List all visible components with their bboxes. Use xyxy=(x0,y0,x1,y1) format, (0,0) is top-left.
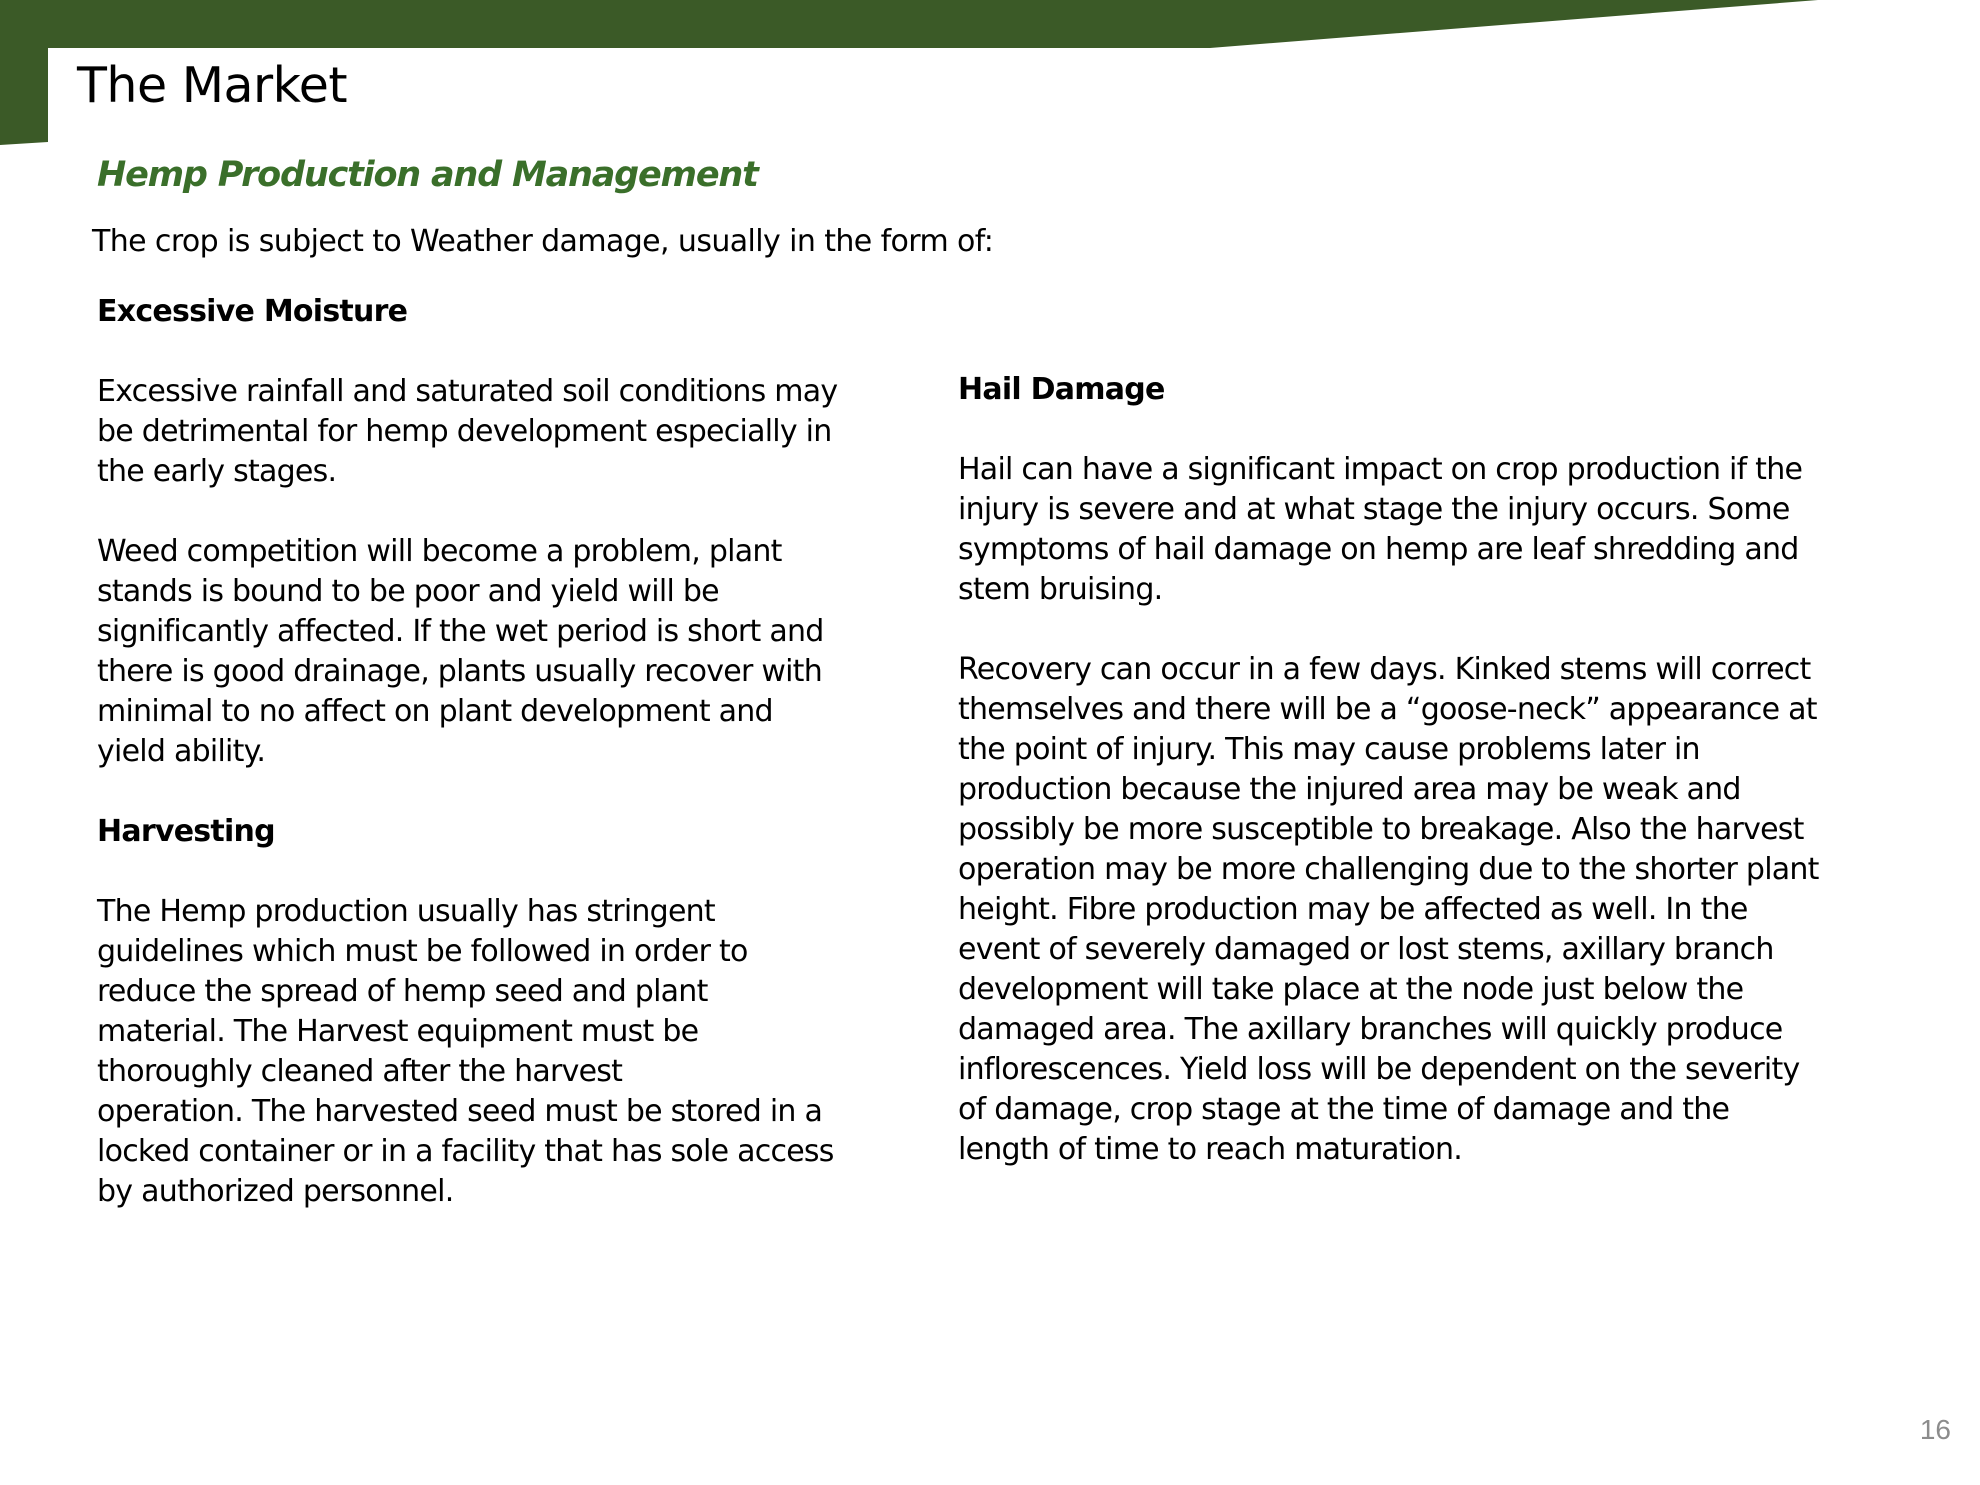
excessive-moisture-paragraph-1: Excessive rainfall and saturated soil conditions may be detrimental for hemp development especially in the early stages. xyxy=(97,374,838,489)
intro-text: The crop is subject to Weather damage, usually in the form of: xyxy=(92,224,994,259)
slide-title: The Market xyxy=(77,57,348,114)
hail-damage-heading: Hail Damage xyxy=(958,372,1165,407)
excessive-moisture-heading: Excessive Moisture xyxy=(97,294,408,329)
hail-damage-paragraph-1: Hail can have a significant impact on crop production if the injury is severe and at what stage the injury occurs. Some symptoms of hail damage on hemp are leaf shredding and stem bruising. xyxy=(958,452,1803,607)
harvesting-paragraph: The Hemp production usually has stringent guidelines which must be followed in order to reduce the spread of hemp seed and plant material. The Harvest equipment must be thoroughly cleaned after the harvest operation. The harvested seed must be stored in a locked container or in a facility that has sole access by authorized personnel. xyxy=(97,894,834,1209)
left-column xyxy=(97,292,897,1212)
hail-damage-paragraph-2: Recovery can occur in a few days. Kinked stems will correct themselves and there will be a “goose-neck” appearance at the point of injury. This may cause problems later in production because the injured area may be weak and possibly be more susceptible to breakage. Also the harvest operation may be more challenging due to the shorter plant height. Fibre production may be affected as well. In the event of severely damaged or lost stems, axillary branch development will take place at the node just below the damaged area. The axillary branches will quickly produce inflorescences. Yield loss will be dependent on the severity of damage, crop stage at the time of damage and the length of time to reach maturation. xyxy=(958,652,1819,1167)
harvesting-heading: Harvesting xyxy=(97,814,275,849)
page-number: 16 xyxy=(1919,1414,1951,1445)
right-column xyxy=(958,370,1858,1170)
slide-subtitle: Hemp Production and Management xyxy=(97,155,758,195)
excessive-moisture-paragraph-2: Weed competition will become a problem, plant stands is bound to be poor and yield will be significantly affected. If the wet period is short and there is good drainage, plants usually recover with minimal to no affect on plant development and yield ability. xyxy=(97,534,824,769)
